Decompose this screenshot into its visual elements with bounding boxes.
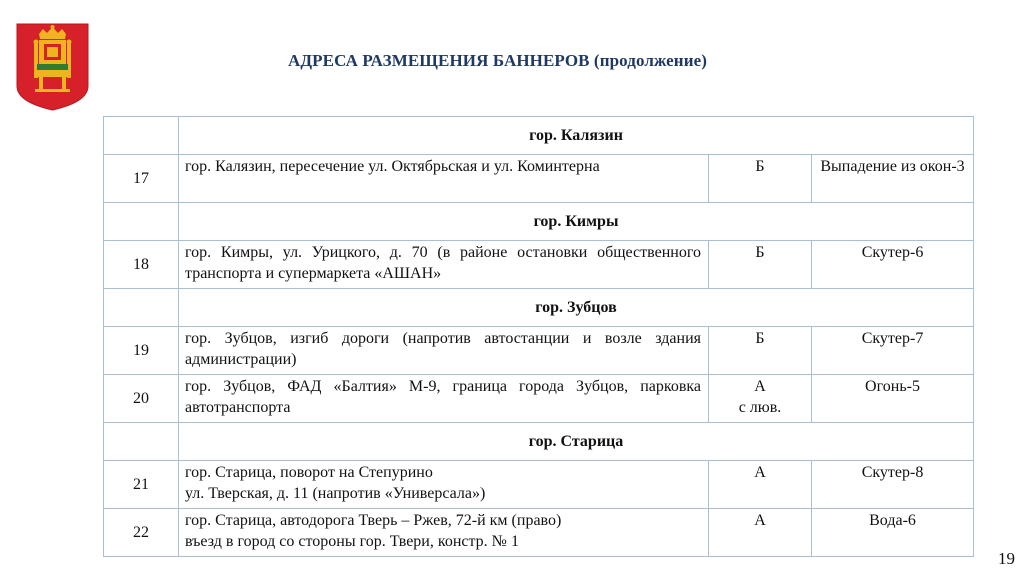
coat-of-arms-icon: [15, 22, 90, 112]
page-number: 19: [998, 549, 1015, 568]
banner-type-cell: Скутер-6: [812, 241, 974, 289]
banner-type-cell: Огонь-5: [812, 375, 974, 423]
city-header-row: [104, 289, 974, 327]
table-row: [104, 509, 974, 557]
table-row: [104, 461, 974, 509]
banner-type-cell: Выпадение из окон-3: [812, 155, 974, 203]
category-cell: Б: [709, 155, 812, 203]
table-row: [104, 327, 974, 375]
city-header-row: [104, 423, 974, 461]
address-cell: [179, 509, 709, 557]
address-cell: гор. Кимры, ул. Урицкого, д. 70 (в районе остановки общественного транспорта и супермаркета «АШАН»: [179, 241, 709, 289]
city-name: гор. Старица: [179, 423, 974, 461]
table-row: [104, 375, 974, 423]
address-line: въезд в город со стороны гор. Твери, констр. № 1: [185, 533, 519, 550]
table-row: [104, 241, 974, 289]
address-line: гор. Старица, поворот на Степурино: [185, 464, 433, 481]
empty-cell: [104, 117, 179, 155]
row-number: 19: [104, 327, 179, 375]
empty-cell: [104, 203, 179, 241]
category-cell: Б: [709, 241, 812, 289]
city-name: гор. Калязин: [179, 117, 974, 155]
category-cell: А: [709, 461, 812, 509]
city-header-row: [104, 203, 974, 241]
category-cell: Б: [709, 327, 812, 375]
row-number: 20: [104, 375, 179, 423]
empty-cell: [104, 423, 179, 461]
category-note: с люв.: [738, 399, 782, 416]
address-cell: [179, 461, 709, 509]
address-cell: гор. Калязин, пересечение ул. Октябрьская и ул. Коминтерна: [179, 155, 709, 203]
row-number: 21: [104, 461, 179, 509]
category-cell: А: [709, 509, 812, 557]
address-line: гор. Старица, автодорога Тверь – Ржев, 72-й км (право): [185, 512, 562, 529]
banner-type-cell: Вода-6: [812, 509, 974, 557]
address-line: ул. Тверская, д. 11 (напротив «Универсала»): [185, 485, 486, 502]
city-header-row: [104, 117, 974, 155]
page-title: АДРЕСА РАЗМЕЩЕНИЯ БАННЕРОВ (продолжение): [288, 51, 708, 70]
banner-type-cell: Скутер-7: [812, 327, 974, 375]
banner-type-cell: Скутер-8: [812, 461, 974, 509]
category-cell: [709, 375, 812, 423]
row-number: 18: [104, 241, 179, 289]
category-value: А: [754, 378, 766, 395]
address-cell: гор. Зубцов, изгиб дороги (напротив автостанции и возле здания администрации): [179, 327, 709, 375]
city-name: гор. Зубцов: [179, 289, 974, 327]
row-number: 17: [104, 155, 179, 203]
empty-cell: [104, 289, 179, 327]
row-number: 22: [104, 509, 179, 557]
city-name: гор. Кимры: [179, 203, 974, 241]
table-row: [104, 155, 974, 203]
banner-addresses-table: [103, 116, 974, 557]
address-cell: гор. Зубцов, ФАД «Балтия» М-9, граница города Зубцов, парковка автотранспорта: [179, 375, 709, 423]
